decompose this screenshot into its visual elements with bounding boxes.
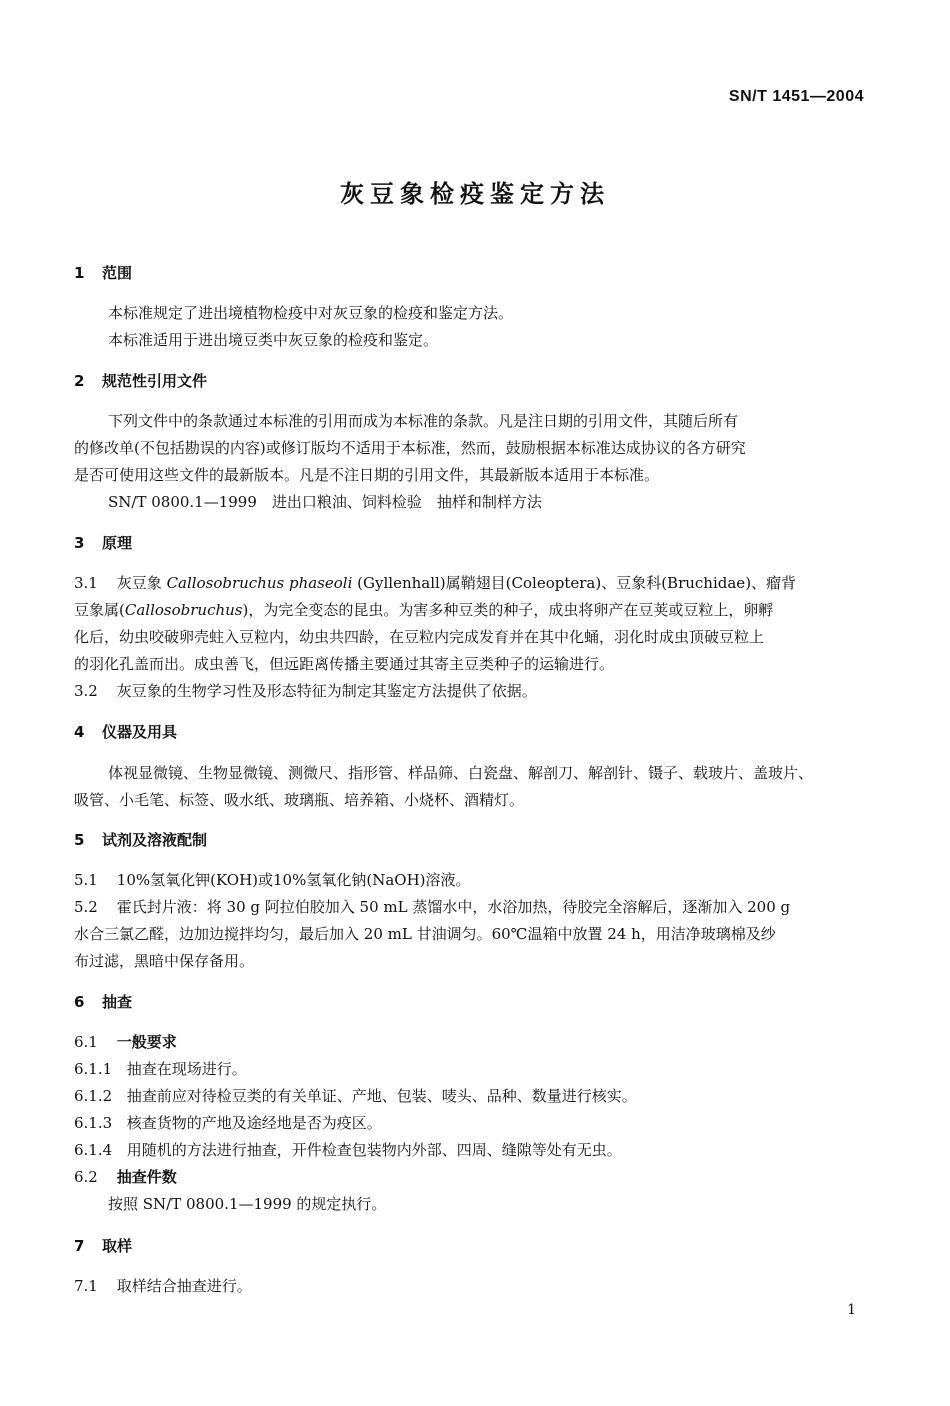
clause-text: 灰豆象 xyxy=(116,574,162,592)
clause-6-1-2 xyxy=(74,1085,637,1106)
clause-number: 6.1.1 xyxy=(74,1060,113,1078)
latin-name: Callosobruchus phaseoli xyxy=(166,574,353,592)
clause-number: 6.1.4 xyxy=(74,1141,113,1159)
standard-number: SN/T 1451—2004 xyxy=(728,88,864,105)
clause-number: 6.1 xyxy=(74,1033,98,1051)
latin-name: Callosobruchus xyxy=(124,601,243,619)
clause-text: 核查货物的产地及途经地是否为疫区。 xyxy=(126,1114,382,1132)
clause-number: 5.2 xyxy=(74,898,98,916)
section-number: 2 xyxy=(74,372,85,390)
clause-5-1 xyxy=(74,869,471,890)
section-title: 规范性引用文件 xyxy=(102,372,208,390)
clause-7-1 xyxy=(74,1275,252,1296)
paragraph-line: 的修改单(不包括勘误的内容)或修订版均不适用于本标准，然而，鼓励根据本标准达成协议的各方研究 xyxy=(74,439,746,457)
clause-text: 用随机的方法进行抽查，开件检查包装物内外部、四周、缝隙等处有无虫。 xyxy=(126,1141,622,1159)
section-title: 范围 xyxy=(102,264,133,282)
paragraph-line: 本标准适用于进出境豆类中灰豆象的检疫和鉴定。 xyxy=(108,331,439,349)
section-number: 1 xyxy=(74,264,85,282)
section-1-heading xyxy=(74,262,132,283)
clause-heading: 一般要求 xyxy=(116,1033,177,1051)
clause-text: 取样结合抽查进行。 xyxy=(116,1277,252,1295)
section-title: 仪器及用具 xyxy=(102,723,178,741)
section-number: 6 xyxy=(74,993,85,1011)
section-2-heading xyxy=(74,370,207,391)
section-title: 原理 xyxy=(102,534,133,552)
paragraph-line: 是否可使用这些文件的最新版本。凡是不注日期的引用文件，其最新版本适用于本标准。 xyxy=(74,466,660,484)
paragraph-line xyxy=(74,599,773,620)
section-title: 试剂及溶液配制 xyxy=(102,831,208,849)
section-3-heading xyxy=(74,532,132,553)
clause-5-2 xyxy=(74,896,790,917)
clause-number: 5.1 xyxy=(74,871,98,889)
paragraph-line: 吸管、小毛笔、标签、吸水纸、玻璃瓶、培养箱、小烧杯、酒精灯。 xyxy=(74,791,525,809)
paragraph-line: 的羽化孔盖而出。成虫善飞，但远距离传播主要通过其寄主豆类种子的运输进行。 xyxy=(74,655,615,673)
clause-text: 抽查前应对待检豆类的有关单证、产地、包装、唛头、品种、数量进行核实。 xyxy=(126,1087,637,1105)
clause-6-2 xyxy=(74,1166,177,1187)
clause-text: 10%氢氧化钾(KOH)或10%氢氧化钠(NaOH)溶液。 xyxy=(116,871,471,889)
section-5-heading xyxy=(74,829,207,850)
clause-number: 3.2 xyxy=(74,682,98,700)
paragraph-line: 水合三氯乙醛，边加边搅拌均匀，最后加入 20 mL 甘油调匀。60℃温箱中放置 24 h，用洁净玻璃棉及纱 xyxy=(74,925,776,943)
clause-text: 抽查在现场进行。 xyxy=(126,1060,247,1078)
clause-6-1-3 xyxy=(74,1112,382,1133)
paragraph-line: 化后，幼虫咬破卵壳蛀入豆粒内，幼虫共四龄，在豆粒内完成发育并在其中化蛹，羽化时成虫顶破豆粒上 xyxy=(74,628,765,646)
section-7-heading xyxy=(74,1235,132,1256)
paragraph-line: 布过滤，黑暗中保存备用。 xyxy=(74,952,255,970)
clause-text: )，为完全变态的昆虫。为害多种豆类的种子，成虫将卵产在豆荚或豆粒上，卵孵 xyxy=(242,601,774,619)
section-number: 4 xyxy=(74,723,85,741)
clause-number: 7.1 xyxy=(74,1277,98,1295)
clause-text: 霍氏封片液：将 30 g 阿拉伯胶加入 50 mL 蒸馏水中，水浴加热，待胶完全溶解后，逐渐加入 200 g xyxy=(116,898,791,916)
clause-6-1 xyxy=(74,1031,177,1052)
section-number: 5 xyxy=(74,831,85,849)
section-4-heading xyxy=(74,721,177,742)
clause-6-1-1 xyxy=(74,1058,247,1079)
clause-text: 豆象属( xyxy=(74,601,125,619)
clause-number: 6.2 xyxy=(74,1168,98,1186)
paragraph-line: 本标准规定了进出境植物检疫中对灰豆象的检疫和鉴定方法。 xyxy=(108,304,514,322)
paragraph-line: 体视显微镜、生物显微镜、测微尺、指形管、样品筛、白瓷盘、解剖刀、解剖针、镊子、载玻片、盖玻片、 xyxy=(108,764,814,782)
section-number: 7 xyxy=(74,1237,85,1255)
section-number: 3 xyxy=(74,534,85,552)
clause-number: 6.1.3 xyxy=(74,1114,113,1132)
page-number: 1 xyxy=(847,1302,856,1318)
clause-3-1 xyxy=(74,572,796,593)
section-title: 取样 xyxy=(102,1237,133,1255)
section-6-heading xyxy=(74,991,132,1012)
paragraph-line: 按照 SN/T 0800.1—1999 的规定执行。 xyxy=(108,1195,387,1213)
clause-text: 灰豆象的生物学习性及形态特征为制定其鉴定方法提供了依据。 xyxy=(116,682,537,700)
clause-number: 3.1 xyxy=(74,574,98,592)
clause-heading: 抽查件数 xyxy=(116,1168,177,1186)
clause-text: (Gyllenhall)属鞘翅目(Coleoptera)、豆象科(Bruchidae)、瘤背 xyxy=(357,574,797,592)
clause-number: 6.1.2 xyxy=(74,1087,113,1105)
section-title: 抽查 xyxy=(102,993,133,1011)
clause-3-2 xyxy=(74,680,537,701)
reference-line: SN/T 0800.1—1999 进出口粮油、饲料检验 抽样和制样方法 xyxy=(108,493,542,511)
paragraph-line: 下列文件中的条款通过本标准的引用而成为本标准的条款。凡是注日期的引用文件，其随后所有 xyxy=(108,412,739,430)
page-title: 灰豆象检疫鉴定方法 xyxy=(340,180,610,208)
clause-6-1-4 xyxy=(74,1139,622,1160)
